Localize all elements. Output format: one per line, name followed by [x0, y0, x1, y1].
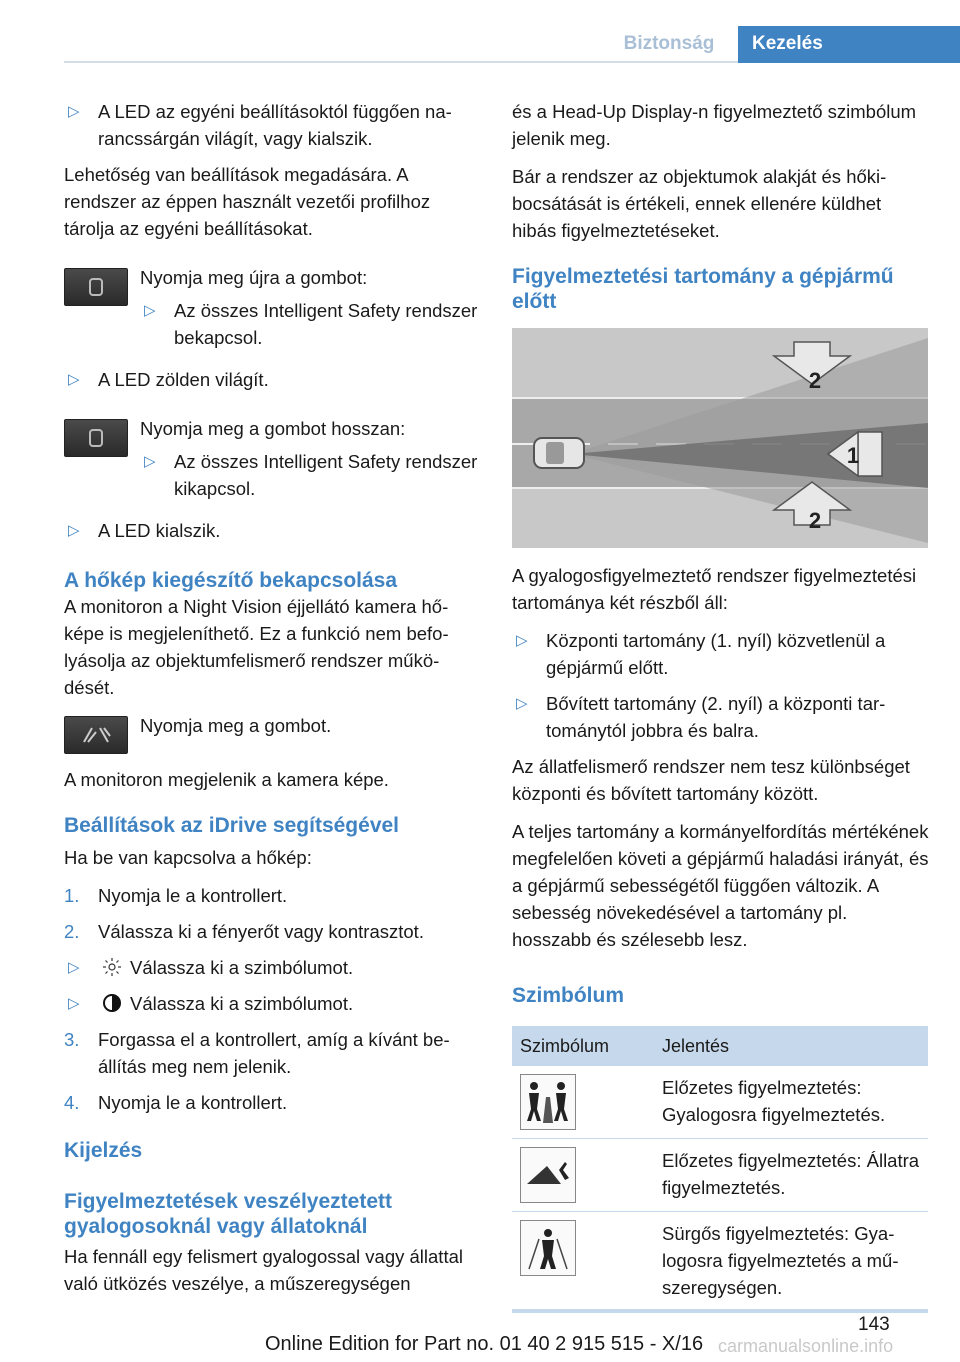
header-chapter-tab[interactable]: Kezelés	[738, 26, 960, 63]
symbol-table	[512, 1026, 928, 1310]
arrow-label-mid: 1	[846, 443, 860, 468]
arrow-label-top: 2	[808, 368, 822, 393]
step-3: 3. Forgassa el a kontrollert, amíg a kívánt beállítás meg nem jelenik.	[64, 1029, 450, 1077]
pedestrian-urgent-icon	[520, 1220, 576, 1276]
paragraph-range-follows: A teljes tartomány a kormányelfordítás mértékének megfelelően követi a gépjármű haladási irányát, és a gépjármű sebességétől függően változik. A sebesség növekedésével a tartomány pl. hosszabb és szélesebb lesz.	[512, 821, 929, 950]
table-cell-meaning: Sürgős figyelmeztetés: Gyalogosra figyelmeztetés a műszeregységen.	[654, 1212, 928, 1310]
bullet-triangle-icon: ▷	[68, 371, 80, 388]
button-instruction-3: Nyomja meg a gombot.	[64, 712, 480, 754]
arrow-label-bottom: 2	[808, 508, 822, 533]
table-header-meaning: Jelentés	[654, 1026, 928, 1066]
watermark: carmanualsonline.info	[718, 1336, 894, 1356]
step-4: 4. Nyomja le a kontrollert.	[64, 1092, 288, 1113]
heading-display: Kijelzés	[64, 1139, 143, 1162]
paragraph-collision-risk: Ha fennáll egy felismert gyalogossal vagy állattal való ütközés veszélye, a műszeregységen	[64, 1246, 463, 1294]
header-rule	[64, 61, 738, 63]
safety-button-icon	[64, 419, 128, 457]
table-cell-meaning: Előzetes figyelmeztetés: Gyalogosra figyelmeztetés.	[654, 1066, 928, 1139]
table-bottom-rule	[512, 1310, 928, 1313]
bullet-triangle-icon: ▷	[68, 995, 80, 1012]
bullet-triangle-icon: ▷	[68, 103, 80, 120]
bullet-central-range: ▷ Központi tartomány (1. nyíl) közvetlenül a gépjármű előtt.	[512, 627, 930, 681]
paragraph-camera-image: A monitoron megjelenik a kamera képe.	[64, 769, 389, 790]
road-diagram	[512, 328, 928, 548]
left-column	[64, 98, 480, 1308]
edition-info: Online Edition for Part no. 01 40 2 915 515 - X/16	[265, 1333, 704, 1355]
button-instruction-2: Nyomja meg a gombot hosszan: ▷ Az összes Intelligent Safety rendszer kikapcsol.	[64, 415, 480, 511]
warning-range-diagram	[512, 328, 928, 548]
paragraph-hud: és a Head-Up Display-n figyelmeztető szimbólum jelenik meg.	[512, 101, 917, 149]
table-row	[512, 1066, 928, 1139]
table-cell-meaning: Előzetes figyelmeztetés: Állatra figyelmeztetés.	[654, 1139, 928, 1212]
bullet-led-orange: ▷ A LED az egyéni beállításoktól függően narancssárgán világít, vagy kialszik.	[64, 98, 480, 152]
safety-button-icon	[64, 268, 128, 306]
bullet-triangle-icon: ▷	[144, 453, 156, 470]
right-column	[512, 98, 930, 1313]
bullet-triangle-icon: ▷	[68, 959, 80, 976]
table-row	[512, 1139, 928, 1212]
bullet-triangle-icon: ▷	[68, 522, 80, 539]
page-number: 143	[858, 1314, 890, 1335]
night-vision-button-icon	[64, 716, 128, 754]
step-2: 2. Válassza ki a fényerőt vagy kontrasztot.	[64, 921, 424, 942]
pedestrians-warning-icon	[520, 1074, 576, 1130]
brightness-icon	[102, 957, 122, 977]
paragraph-night-vision: A monitoron a Night Vision éjjellátó kamera hőképe is megjeleníthető. Ez a funkció nem befolyásolja az objektumfelismerő rendszer működését.	[64, 596, 449, 698]
bullet-led-green: ▷ A LED zölden világít.	[64, 366, 480, 393]
animal-warning-icon	[520, 1147, 576, 1203]
bullet-triangle-icon: ▷	[516, 695, 528, 712]
substep-contrast: ▷ Válassza ki a szimbólumot.	[64, 990, 480, 1017]
heading-warnings: Figyelmeztetések veszélyeztetett gyalogosoknál vagy állatoknál	[64, 1190, 392, 1238]
heading-thermal-image: A hőkép kiegészítő bekapcsolása	[64, 569, 398, 592]
header-section-tab[interactable]: Biztonság	[623, 33, 715, 54]
car-icon	[534, 438, 584, 468]
button-instruction-1: Nyomja meg újra a gombot: ▷ Az összes Intelligent Safety rendszer bekapcsol.	[64, 264, 480, 360]
bullet-led-off: ▷ A LED kialszik.	[64, 517, 480, 544]
step-1: 1. Nyomja le a kontrollert.	[64, 885, 288, 906]
table-header-symbol: Szimbólum	[512, 1026, 654, 1066]
paragraph-settings: Lehetőség van beállítások megadására. A rendszer az éppen használt vezetői profilhoz tárolja az egyéni beállításokat.	[64, 164, 431, 239]
contrast-icon	[102, 993, 122, 1013]
paragraph-false-warnings: Bár a rendszer az objektumok alakját és hőkibocsátását is értékeli, ennek ellenére küldhet hibás figyelmeztetéseket.	[512, 166, 887, 241]
heading-symbol: Szimbólum	[512, 984, 625, 1007]
table-row	[512, 1212, 928, 1310]
paragraph-if-thermal: Ha be van kapcsolva a hőkép:	[64, 847, 312, 868]
bullet-triangle-icon: ▷	[516, 632, 528, 649]
paragraph-two-parts: A gyalogosfigyelmeztető rendszer figyelmeztetési tartománya két részből áll:	[512, 565, 917, 613]
heading-warning-range: Figyelmeztetési tartomány a gépjármű előtt	[512, 265, 894, 313]
substep-brightness: ▷ Válassza ki a szimbólumot.	[64, 954, 480, 981]
heading-idrive: Beállítások az iDrive segítségével	[64, 814, 400, 837]
bullet-extended-range: ▷ Bővített tartomány (2. nyíl) a központi tartománytól jobbra és balra.	[512, 690, 930, 744]
bullet-triangle-icon: ▷	[144, 302, 156, 319]
table-header-row	[512, 1026, 928, 1066]
paragraph-animal-detection: Az állatfelismerő rendszer nem tesz különbséget központi és bővített tartomány között.	[512, 756, 910, 804]
